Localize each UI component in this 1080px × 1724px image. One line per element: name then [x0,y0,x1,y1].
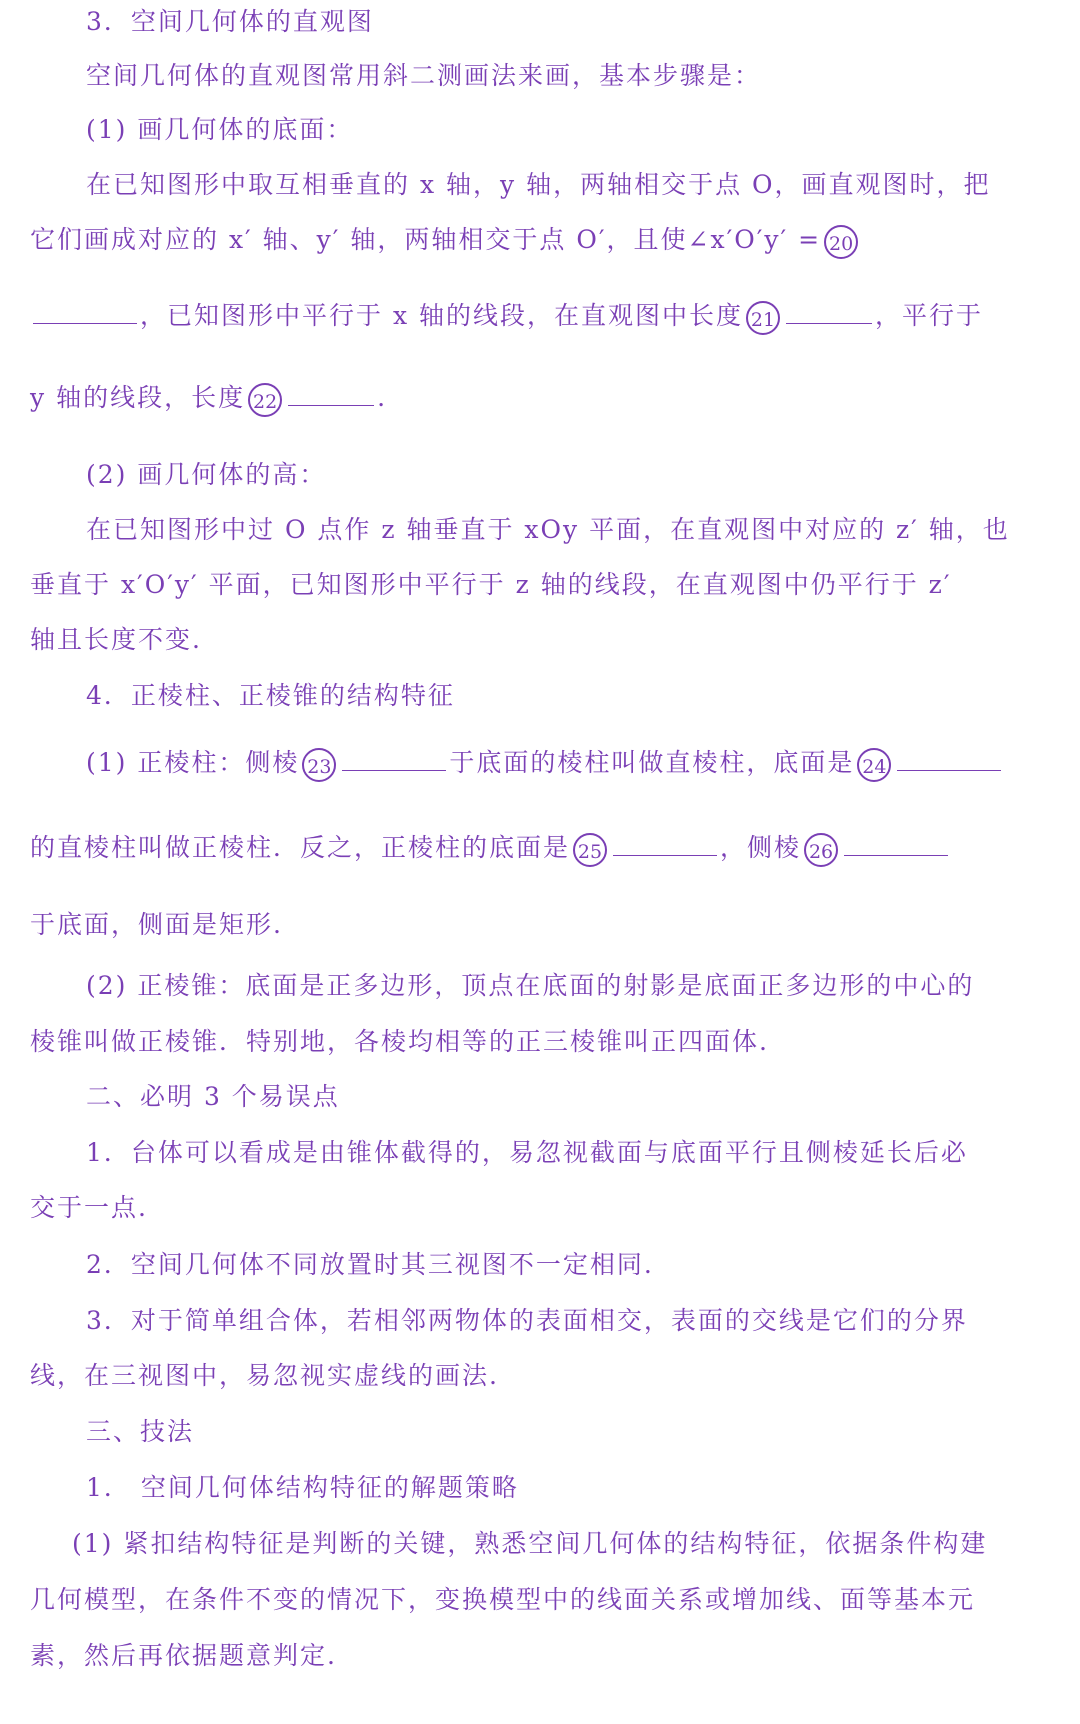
paragraph-text: ，侧棱 [720,833,802,862]
blank-number-badge: 20 [824,225,858,259]
part-2-title: 二、必明 3 个易误点 [86,1082,340,1111]
fill-blank-25[interactable] [613,833,717,856]
fill-blank-26[interactable] [844,833,948,856]
paragraph-text: 于底面的棱柱叫做直棱柱，底面是 [449,748,855,777]
paragraph-line: 3．对于简单组合体，若相邻两物体的表面相交，表面的交线是它们的分界 [86,1306,968,1335]
paragraph-line: 交于一点. [30,1193,148,1222]
part-3-1-title: 1． 空间几何体结构特征的解题策略 [86,1473,519,1502]
paragraph-text: ，平行于 [875,301,984,330]
paragraph-line: (2) 正棱锥：底面是正多边形，顶点在底面的射影是底面正多边形的中心的 [86,971,975,1000]
paragraph-line: 线，在三视图中，易忽视实虚线的画法. [30,1361,499,1390]
paragraph-line: (1) 紧扣结构特征是判断的关键，熟悉空间几何体的结构特征，依据条件构建 [72,1529,988,1558]
fill-blank-23[interactable] [342,748,446,771]
blank-number-badge: 23 [302,748,336,782]
paragraph-text: . [377,383,388,412]
fill-blank-22[interactable] [288,383,374,406]
blank-number-badge: 25 [573,833,607,867]
paragraph-text: 的直棱柱叫做正棱柱．反之，正棱柱的底面是 [30,833,571,862]
section-4-title: 4．正棱柱、正棱锥的结构特征 [86,681,455,710]
paragraph-line: 1．台体可以看成是由锥体截得的，易忽视截面与底面平行且侧棱延长后必 [86,1138,968,1167]
paragraph-line [30,296,983,336]
paragraph-text: y 轴的线段，长度 [30,383,246,412]
paragraph-line [86,743,1004,783]
paragraph-line: 在已知图形中取互相垂直的 x 轴，y 轴，两轴相交于点 O，画直观图时，把 [86,170,991,199]
paragraph-line: 几何模型，在条件不变的情况下，变换模型中的线面关系或增加线、面等基本元 [30,1585,976,1614]
blank-number-badge: 21 [746,301,780,335]
fill-blank-24[interactable] [897,748,1001,771]
blank-number-badge: 24 [857,748,891,782]
paragraph-line [30,220,861,260]
paragraph-line: 垂直于 x′O′y′ 平面，已知图形中平行于 z 轴的线段，在直观图中仍平行于 z′ [30,570,952,599]
fill-blank-20[interactable] [33,301,137,324]
paragraph-line: 轴且长度不变. [30,625,202,654]
part-3-title: 三、技法 [86,1417,195,1446]
section-3-2-title: (2) 画几何体的高： [86,460,327,489]
paragraph-line: 2．空间几何体不同放置时其三视图不一定相同. [86,1250,654,1279]
paragraph-line [30,378,387,418]
section-3-intro: 空间几何体的直观图常用斜二测画法来画，基本步骤是： [86,61,762,90]
paragraph-line: 素，然后再依据题意判定. [30,1641,337,1670]
paragraph-line [30,828,951,868]
paragraph-line: 棱锥叫做正棱锥．特别地，各棱均相等的正三棱锥叫正四面体. [30,1027,769,1056]
fill-blank-21[interactable] [786,301,872,324]
section-3-title: 3．空间几何体的直观图 [86,7,374,36]
paragraph-line: 于底面，侧面是矩形. [30,910,283,939]
paragraph-text: ，已知图形中平行于 x 轴的线段，在直观图中长度 [140,301,743,330]
section-3-1-title: (1) 画几何体的底面： [86,115,354,144]
blank-number-badge: 26 [804,833,838,867]
paragraph-line: 在已知图形中过 O 点作 z 轴垂直于 xOy 平面，在直观图中对应的 z′ 轴，也 [86,515,1010,544]
paragraph-text: (1) 正棱柱：侧棱 [86,748,300,777]
paragraph-text: 它们画成对应的 x′ 轴、y′ 轴，两轴相交于点 O′，且使∠x′O′y′ = [30,225,822,254]
blank-number-badge: 22 [248,383,282,417]
